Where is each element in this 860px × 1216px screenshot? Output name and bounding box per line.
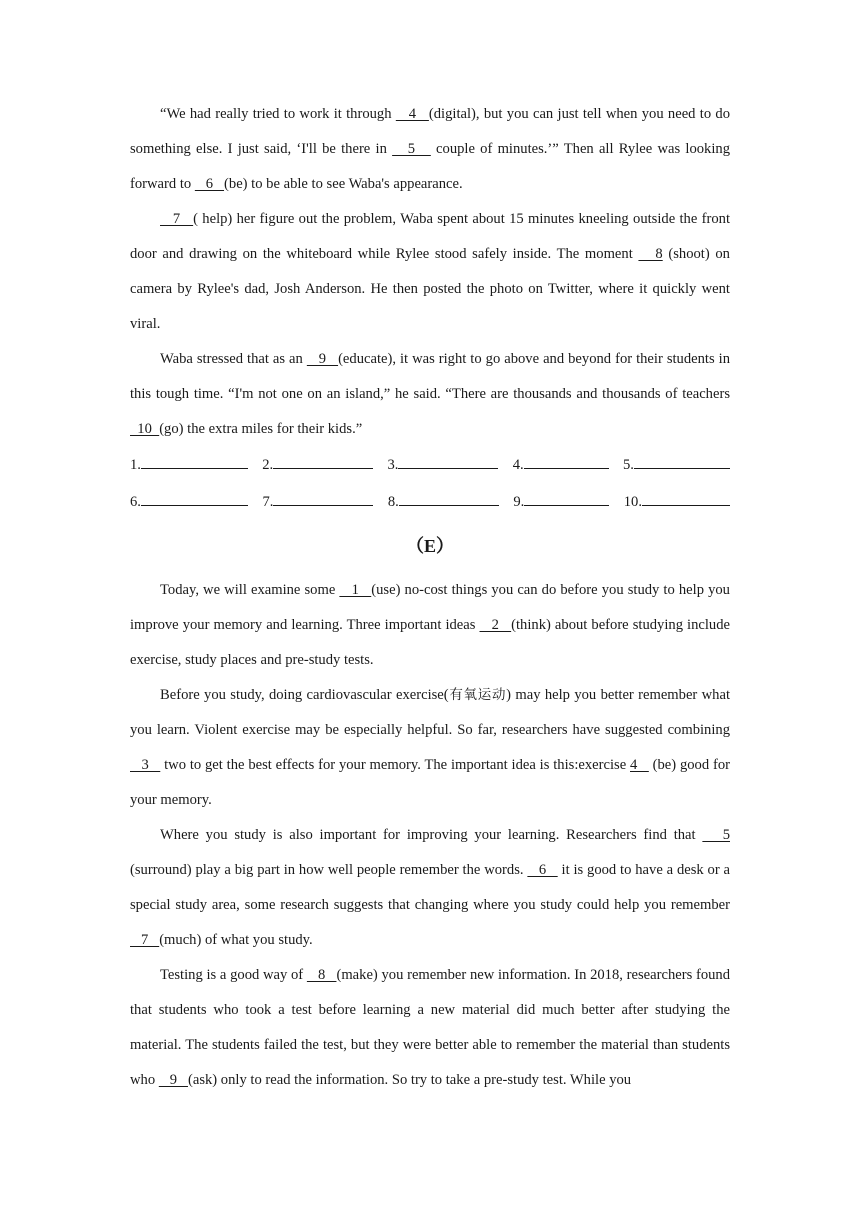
text: (go) the extra miles for their kids.” — [159, 421, 363, 437]
answer-slot-3[interactable] — [388, 447, 499, 484]
answer-slot-7[interactable] — [262, 484, 373, 521]
text: (use) no-cost things you can do before you study to help you improve your memory and learning. Three important ideas — [130, 582, 730, 633]
answer-line — [141, 456, 248, 469]
passage-d-paragraph-3 — [130, 342, 730, 447]
answer-line — [398, 456, 498, 469]
text: (surround) play a big part in how well people remember the words. — [130, 862, 528, 878]
blank-9: 9 — [158, 1072, 188, 1088]
answer-label: 10. — [623, 494, 642, 510]
answer-label: 6. — [130, 494, 141, 510]
text: (digital), but you can just tell when you need to do something else. I just said, ‘I'll be there in — [130, 106, 731, 157]
answer-line — [273, 456, 373, 469]
answer-slot-5[interactable] — [623, 447, 730, 484]
answer-label: 1. — [130, 457, 141, 473]
text: couple of minutes.’” Then all Rylee was looking forward to — [130, 141, 730, 192]
text: “We had really tried to work it through — [160, 106, 396, 122]
passage-d-paragraph-2 — [130, 202, 730, 342]
text: (make) you remember new information. In 2018, researchers found that students who took a test before learning a new material did much better after studying the material. The students failed the test, but they were better able to remember the material than students who — [130, 967, 731, 1088]
blank-8: 8 — [306, 967, 337, 983]
text: (educate), it was right to go above and beyond for their students in this tough time. “I'm not one on an island,” he said. “There are thousands and thousands of teachers — [130, 351, 730, 402]
text: Waba stressed that as an — [160, 351, 307, 367]
text: (ask) only to read the information. So try to take a pre-study test. While you — [187, 1072, 632, 1088]
answer-label: 8. — [387, 494, 399, 510]
answer-label: 7. — [262, 494, 274, 510]
answer-slot-10[interactable] — [624, 484, 730, 521]
text: (shoot) on camera by Rylee's dad, Josh Anderson. He then posted the photo on Twitter, where it quickly went viral. — [130, 246, 730, 332]
blank-2: 2 — [479, 617, 512, 633]
blank-8: 8 — [638, 246, 663, 262]
answer-label: 5. — [623, 457, 634, 473]
text: Where you study is also important for improving your learning. Researchers find that — [160, 827, 703, 843]
text: Testing is a good way of — [160, 967, 307, 983]
passage-e-paragraph-4 — [130, 958, 730, 1098]
text: (be) good for your memory. — [130, 757, 730, 808]
blank-6: 6 — [527, 862, 558, 878]
answer-line — [524, 493, 609, 506]
answer-line — [524, 456, 609, 469]
passage-e-paragraph-1 — [130, 573, 730, 678]
text: two to get the best effects for your memory. The important idea is this:exercise — [160, 757, 631, 773]
text: (be) to be able to see Waba's appearance. — [224, 176, 463, 192]
answer-line — [399, 493, 499, 506]
text: (think) about before studying include exercise, study places and pre-study tests. — [130, 617, 731, 668]
answer-slot-6[interactable] — [130, 484, 248, 521]
answer-line — [634, 456, 730, 469]
answer-label: 2. — [262, 457, 274, 473]
document-content — [130, 97, 730, 1098]
answer-line — [273, 493, 373, 506]
answer-label: 3. — [387, 457, 399, 473]
chinese-gloss: 有氧运动 — [448, 687, 507, 703]
answer-slot-4[interactable] — [513, 447, 609, 484]
answer-slot-2[interactable] — [262, 447, 373, 484]
blank-4: 4 — [395, 106, 429, 122]
blank-3: 3 — [130, 757, 161, 773]
passage-e-paragraph-2 — [130, 678, 730, 818]
blank-10: 10 — [130, 421, 160, 437]
answer-line — [141, 493, 248, 506]
blank-7: 7 — [160, 211, 194, 227]
blank-7: 7 — [130, 932, 160, 948]
section-heading-e: （E） — [405, 536, 454, 556]
answer-label: 9. — [513, 494, 525, 510]
text: (much) of what you study. — [159, 932, 313, 948]
answer-slot-9[interactable] — [513, 484, 609, 521]
blank-9: 9 — [306, 351, 339, 367]
answer-row-1 — [130, 447, 730, 484]
answer-label: 4. — [512, 457, 524, 473]
answer-row-2 — [130, 484, 730, 521]
blank-5: 5 — [392, 141, 431, 157]
text: ( help) her figure out the problem, Waba spent about 15 minutes kneeling outside the front door and drawing on the whiteboard while Rylee stood safely inside. The moment — [130, 211, 730, 262]
text: ) may help you better remember what you learn. Violent exercise may be especially helpful. So far, researchers have suggested combining — [130, 687, 731, 738]
answer-slot-8[interactable] — [388, 484, 499, 521]
blank-1: 1 — [339, 582, 372, 598]
text: it is good to have a desk or a special study area, some research suggests that changing where you study could help you remember — [130, 862, 730, 913]
text: Before you study, doing cardiovascular exercise( — [160, 687, 449, 703]
answer-line — [642, 493, 730, 506]
text: Today, we will examine some — [160, 582, 340, 598]
blank-6: 6 — [194, 176, 225, 192]
blank-5: 5 — [702, 827, 730, 843]
passage-e-paragraph-3 — [130, 818, 730, 958]
answer-slot-1[interactable] — [130, 447, 248, 484]
blank-4: 4 — [630, 757, 649, 773]
passage-d-paragraph-1 — [130, 97, 730, 202]
